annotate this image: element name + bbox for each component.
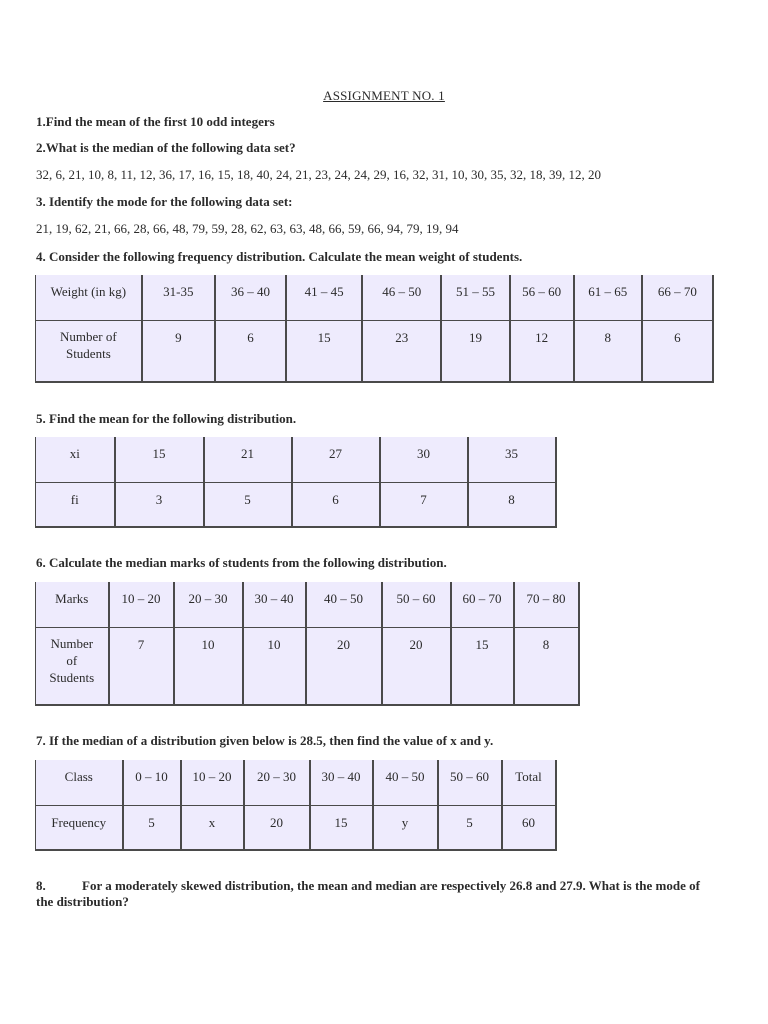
question-7: 7. If the median of a distribution given below is 28.5, then find the value of x and y.	[36, 733, 494, 748]
table-cell: 8	[468, 482, 556, 527]
table-cell: 56 – 60	[510, 275, 574, 320]
class-frequency-table	[35, 760, 557, 851]
table-cell: 23	[362, 320, 441, 382]
table-cell: 40 – 50	[306, 582, 382, 627]
table-cell: 15	[286, 320, 362, 382]
table-cell: 19	[441, 320, 509, 382]
table-cell: 40 – 50	[373, 760, 438, 805]
table-row	[36, 275, 714, 320]
xi-fi-table	[35, 437, 557, 528]
table-cell: 9	[142, 320, 215, 382]
table-cell: 6	[292, 482, 380, 527]
weight-frequency-table	[35, 275, 714, 383]
table-cell: 30	[380, 437, 468, 482]
marks-distribution-table	[35, 582, 580, 706]
table-cell: 7	[109, 627, 174, 705]
question-3: 3. Identify the mode for the following data set:	[36, 194, 293, 209]
table-cell: 15	[115, 437, 204, 482]
table-cell: 15	[310, 805, 373, 850]
table-cell: 35	[468, 437, 556, 482]
table-cell: 60 – 70	[451, 582, 514, 627]
table-cell: 46 – 50	[362, 275, 441, 320]
table-cell: 8	[574, 320, 642, 382]
table-cell: 70 – 80	[514, 582, 579, 627]
table-header-cell: fi	[36, 482, 115, 527]
table-cell: 20 – 30	[174, 582, 243, 627]
question-5: 5. Find the mean for the following distribution.	[36, 411, 297, 426]
table-cell: 6	[215, 320, 286, 382]
question-8-text: For a moderately skewed distribution, the mean and median are respectively 26.8 and 27.9. What is the mode of the distribution?	[36, 878, 700, 909]
table-cell: 20	[244, 805, 310, 850]
table-header-cell: xi	[36, 437, 115, 482]
table-cell: Total	[502, 760, 556, 805]
table-cell: 0 – 10	[123, 760, 181, 805]
table-cell: 3	[115, 482, 204, 527]
question-2: 2.What is the median of the following data set?	[36, 140, 296, 155]
table-cell: 36 – 40	[215, 275, 286, 320]
table-header-cell: Weight (in kg)	[36, 275, 142, 320]
table-header-cell: Number of Students	[36, 627, 109, 705]
table-header-cell: Number of Students	[36, 320, 142, 382]
table-cell: 10 – 20	[109, 582, 174, 627]
table-row	[36, 582, 579, 627]
table-cell: 41 – 45	[286, 275, 362, 320]
table-cell: 5	[204, 482, 292, 527]
question-4: 4. Consider the following frequency distribution. Calculate the mean weight of students.	[36, 249, 523, 264]
table-cell: y	[373, 805, 438, 850]
table-cell: 61 – 65	[574, 275, 642, 320]
question-6: 6. Calculate the median marks of students from the following distribution.	[36, 555, 447, 570]
table-cell: 10 – 20	[181, 760, 244, 805]
table-cell: 50 – 60	[382, 582, 451, 627]
table-cell: 15	[451, 627, 514, 705]
table-row	[36, 760, 556, 805]
table-cell: 27	[292, 437, 380, 482]
question-2-data: 32, 6, 21, 10, 8, 11, 12, 36, 17, 16, 15, 18, 40, 24, 21, 23, 24, 24, 29, 16, 32, 31, 10, 30, 35, 32, 18, 39, 12, 20	[36, 167, 602, 182]
table-cell: 20	[382, 627, 451, 705]
table-row	[36, 627, 579, 705]
table-cell: x	[181, 805, 244, 850]
table-cell: 6	[642, 320, 713, 382]
table-cell: 30 – 40	[243, 582, 306, 627]
table-cell: 50 – 60	[438, 760, 502, 805]
table-cell: 31-35	[142, 275, 215, 320]
table-cell: 20	[306, 627, 382, 705]
table-cell: 60	[502, 805, 556, 850]
table-cell: 10	[174, 627, 243, 705]
assignment-title: ASSIGNMENT NO. 1	[323, 88, 445, 103]
table-cell: 20 – 30	[244, 760, 310, 805]
table-cell: 66 – 70	[642, 275, 713, 320]
table-cell: 7	[380, 482, 468, 527]
table-row	[36, 482, 556, 527]
table-row	[36, 805, 556, 850]
question-8-number: 8.	[36, 878, 46, 893]
table-cell: 5	[123, 805, 181, 850]
table-cell: 5	[438, 805, 502, 850]
table-cell: 8	[514, 627, 579, 705]
table-cell: 21	[204, 437, 292, 482]
table-cell: 10	[243, 627, 306, 705]
question-8	[36, 878, 716, 910]
table-row	[36, 437, 556, 482]
table-header-cell: Marks	[36, 582, 109, 627]
question-3-data: 21, 19, 62, 21, 66, 28, 66, 48, 79, 59, 28, 62, 63, 63, 48, 66, 59, 66, 94, 79, 19, 94	[36, 221, 459, 236]
table-header-cell: Class	[36, 760, 123, 805]
table-cell: 30 – 40	[310, 760, 373, 805]
table-row	[36, 320, 714, 382]
table-cell: 12	[510, 320, 574, 382]
question-1: 1.Find the mean of the first 10 odd integers	[36, 114, 275, 129]
table-header-cell: Frequency	[36, 805, 123, 850]
table-cell: 51 – 55	[441, 275, 509, 320]
